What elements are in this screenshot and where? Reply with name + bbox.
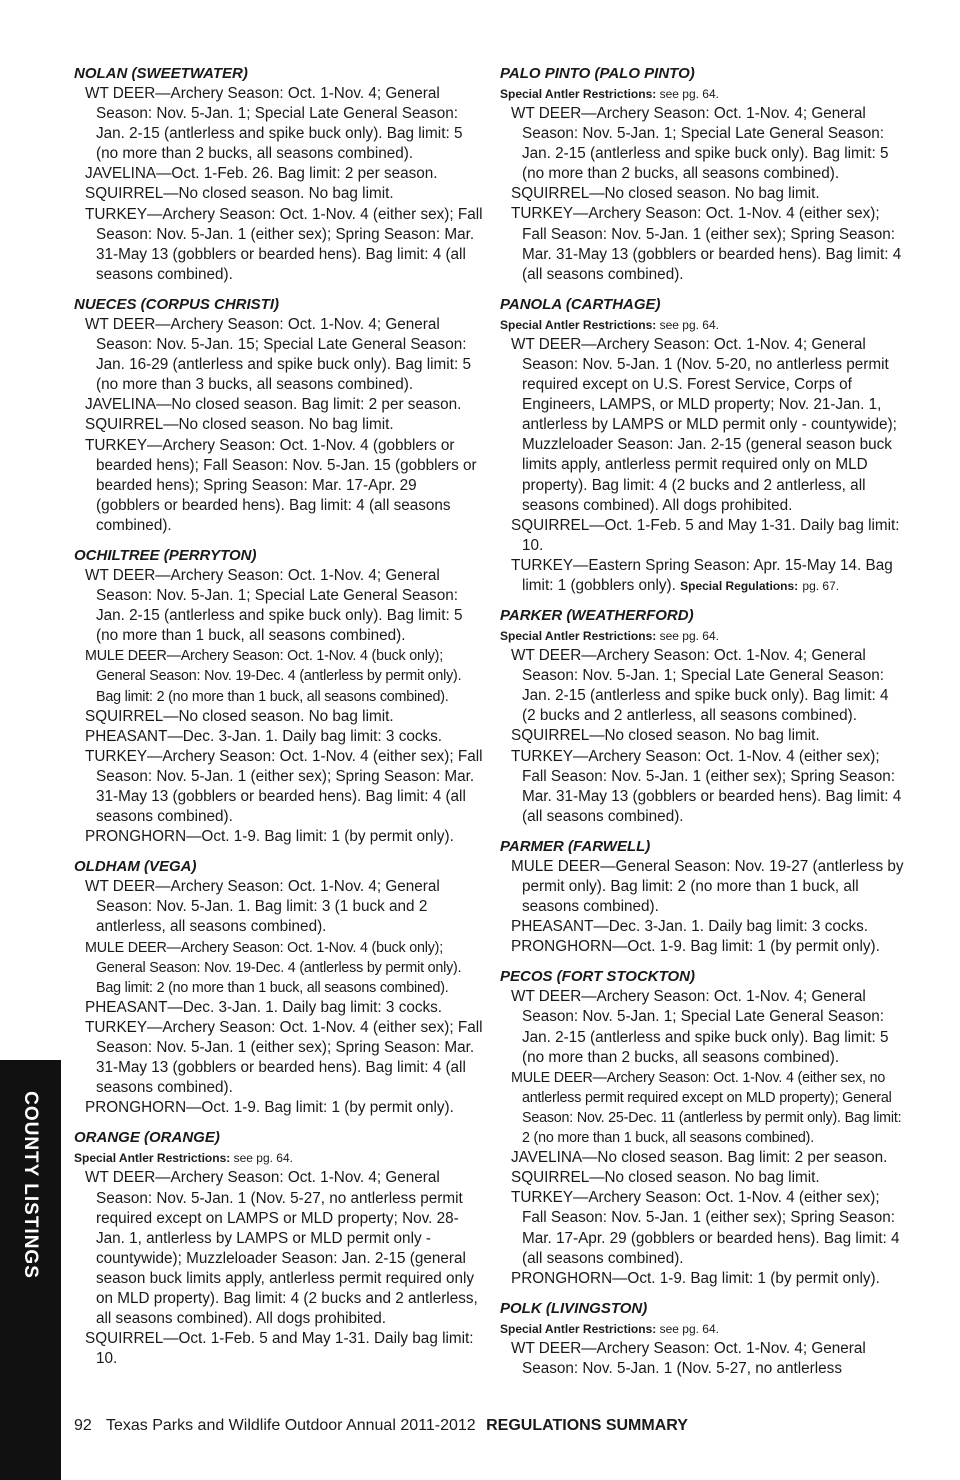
left-column bbox=[74, 64, 484, 1379]
special-antler-note bbox=[74, 1148, 484, 1168]
note-text: see pg. 64. bbox=[659, 629, 719, 644]
publication-title: Texas Parks and Wildlife Outdoor Annual 2011-2012 bbox=[105, 1417, 476, 1434]
county-title: POLK (LIVINGSTON) bbox=[500, 1299, 648, 1317]
note-text: see pg. 64. bbox=[659, 87, 719, 101]
county-title: PANOLA (CARTHAGE) bbox=[500, 295, 661, 313]
note-label: Special Antler Restrictions: bbox=[500, 629, 657, 644]
regulation-line: MULE DEER—Archery Season: Oct. 1-Nov. 4 (buck only); General Season: Nov. 19-Dec. 4 (antlerless by permit only). Bag limit: 2 (no more than 1 buck, all seasons combined). bbox=[85, 648, 462, 705]
regulation-line: MULE DEER—General Season: Nov. 19-27 (antlerless by permit only). Bag limit: 2 (no more than 1 buck, all seasons combined). bbox=[511, 857, 904, 916]
regulation-line: MULE DEER—Archery Season: Oct. 1-Nov. 4 (buck only); General Season: Nov. 19-Dec. 4 (antlerless by permit only). Bag limit: 2 (no more than 1 buck, all seasons combined). bbox=[85, 939, 462, 996]
regulation-line: WT DEER—Archery Season: Oct. 1-Nov. 4; General Season: Nov. 5-Jan. 1; Special Late General Season: Jan. 2-15 (antlerless and spike buck only). Bag limit: 5 (no more than 2 bucks, all seasons combined). bbox=[511, 105, 889, 183]
regulation-line: MULE DEER—Archery Season: Oct. 1-Nov. 4 (either sex, no antlerless permit required except on MLD property); General Season: Nov. 25-Dec. 11 (antlerless by permit only). Bag limit: 2 (no more than 1 buck, all seasons combined). bbox=[511, 1069, 902, 1147]
county-entry bbox=[74, 64, 484, 285]
special-antler-note bbox=[500, 1319, 905, 1339]
county-title: PECOS (FORT STOCKTON) bbox=[500, 968, 696, 986]
county-entry bbox=[500, 295, 905, 596]
regulation-line: PRONGHORN—Oct. 1-9. Bag limit: 1 (by permit only). bbox=[511, 1269, 880, 1287]
right-column bbox=[500, 64, 905, 1389]
regulation-line: TURKEY—Archery Season: Oct. 1-Nov. 4 (gobblers or bearded hens); Fall Season: Nov. 5-Jan. 15 (gobblers or bearded hens); Spring Season: Mar. 17-Apr. 29 (gobblers or bearded hens). Bag limit: 4 (all seasons combined). bbox=[85, 436, 477, 534]
special-antler-note bbox=[500, 315, 905, 335]
regulation-line: SQUIRREL—No closed season. No bag limit. bbox=[511, 1169, 820, 1187]
regulation-line: PHEASANT—Dec. 3-Jan. 1. Daily bag limit: 3 cocks. bbox=[85, 998, 443, 1016]
note-label: Special Antler Restrictions: bbox=[500, 1321, 657, 1336]
regulation-line: TURKEY—Archery Season: Oct. 1-Nov. 4 (either sex); Fall Season: Nov. 5-Jan. 1 (either sex); Spring Season: Mar. 31-May 13 (gobblers or bearded hens). Bag limit: 4 (all seasons combined). bbox=[511, 747, 902, 825]
regulation-line: TURKEY—Archery Season: Oct. 1-Nov. 4 (either sex); Fall Season: Nov. 5-Jan. 1 (either sex); Spring Season: Mar. 31-May 13 (gobblers or bearded hens). Bag limit: 4 (all seasons combined). bbox=[511, 205, 902, 283]
note-text: see pg. 64. bbox=[659, 317, 719, 332]
regulation-line: SQUIRREL—Oct. 1-Feb. 5 and May 1-31. Daily bag limit: 10. bbox=[511, 516, 900, 554]
regulation-line: JAVELINA—No closed season. Bag limit: 2 per season. bbox=[511, 1149, 888, 1167]
county-title: OLDHAM (VEGA) bbox=[74, 858, 197, 876]
county-title: OCHILTREE (PERRYTON) bbox=[74, 546, 257, 564]
county-entry bbox=[74, 546, 484, 847]
regulation-line: TURKEY—Archery Season: Oct. 1-Nov. 4 (either sex); Fall Season: Nov. 5-Jan. 1 (either sex); Spring Season: Mar. 31-May 13 (gobblers or bearded hens). Bag limit: 4 (all seasons combined). bbox=[85, 1018, 483, 1097]
regulation-line: WT DEER—Archery Season: Oct. 1-Nov. 4; General Season: Nov. 5-Jan. 1; Special Late General Season: Jan. 2-15 (antlerless and spike buck only). Bag limit: 5 (no more than 1 buck, all seasons combined). bbox=[85, 566, 463, 645]
note-label: Special Antler Restrictions: bbox=[74, 1151, 231, 1166]
regulation-line: SQUIRREL—No closed season. No bag limit. bbox=[85, 416, 394, 434]
county-entry bbox=[500, 64, 905, 285]
note-text: see pg. 64. bbox=[233, 1151, 293, 1166]
county-title: PARMER (FARWELL) bbox=[500, 837, 651, 855]
regulation-line: WT DEER—Archery Season: Oct. 1-Nov. 4; General Season: Nov. 5-Jan. 15; Special Late General Season: Jan. 16-29 (antlerless and spike buck only). Bag limit: 5 (no more than 3 bucks, all seasons combined). bbox=[85, 315, 471, 394]
county-entry bbox=[500, 967, 905, 1288]
regulation-line: SQUIRREL—No closed season. No bag limit. bbox=[511, 185, 820, 203]
regulation-line: PHEASANT—Dec. 3-Jan. 1. Daily bag limit: 3 cocks. bbox=[85, 727, 443, 745]
county-entry bbox=[500, 606, 905, 827]
regulation-line: WT DEER—Archery Season: Oct. 1-Nov. 4; General Season: Nov. 5-Jan. 1 (Nov. 5-27, no antlerless permit required except on LAMPS or MLD property; Nov. 28-Jan. 1, antlerless by LAMPS or MLD permit only - countywide); Muzzleloader Season: Jan. 2-15 (general season buck limits apply, antlerless permit required only on MLD property). Bag limit: 4 (2 bucks and 2 antlerless, all seasons combined). All dogs prohibited. bbox=[85, 1169, 478, 1328]
regulation-line: SQUIRREL—No closed season. No bag limit. bbox=[85, 707, 394, 725]
regulation-line: JAVELINA—Oct. 1-Feb. 26. Bag limit: 2 per season. bbox=[85, 165, 438, 183]
special-antler-note bbox=[500, 626, 905, 646]
special-antler-note bbox=[500, 84, 905, 104]
page-footer bbox=[74, 1415, 688, 1437]
regulation-line: PRONGHORN—Oct. 1-9. Bag limit: 1 (by permit only). bbox=[511, 938, 880, 956]
side-tab-label: COUNTY LISTINGS bbox=[20, 1091, 41, 1279]
county-entry bbox=[74, 1128, 484, 1369]
regulation-line: WT DEER—Archery Season: Oct. 1-Nov. 4; General Season: Nov. 5-Jan. 1 (Nov. 5-20, no antlerless permit required except on U.S. Forest Service, Corps of Engineers, LAMPS, or MLD property; Nov. 21-Jan. 1, antlerless by LAMPS or MLD permit only - countywide); Muzzleloader Season: Jan. 2-15 (general season buck limits apply, antlerless permit required only on MLD property). Bag limit: 4 (2 bucks and 2 antlerless, all seasons combined). All dogs prohibited. bbox=[511, 335, 897, 514]
regulation-line: WT DEER—Archery Season: Oct. 1-Nov. 4; General Season: Nov. 5-Jan. 1; Special Late General Season: Jan. 2-15 (antlerless and spike buck only). Bag limit: 4 (2 bucks and 2 antlerless, all seasons combined). bbox=[511, 647, 889, 725]
county-title: PARKER (WEATHERFORD) bbox=[500, 607, 694, 625]
regulation-line: WT DEER—Archery Season: Oct. 1-Nov. 4; General Season: Nov. 5-Jan. 1; Special Late General Season: Jan. 2-15 (antlerless and spike buck only). Bag limit: 5 (no more than 2 bucks, all seasons combined). bbox=[511, 988, 889, 1066]
special-regulations-text: pg. 67. bbox=[802, 578, 840, 593]
regulation-line: WT DEER—Archery Season: Oct. 1-Nov. 4; General Season: Nov. 5-Jan. 1; Special Late General Season: Jan. 2-15 (antlerless and spike buck only). Bag limit: 5 (no more than 2 bucks, all seasons combined). bbox=[85, 85, 463, 163]
county-title: PALO PINTO (PALO PINTO) bbox=[500, 65, 695, 82]
regulation-line: TURKEY—Archery Season: Oct. 1-Nov. 4 (either sex); Fall Season: Nov. 5-Jan. 1 (either sex); Spring Season: Mar. 31-May 13 (gobblers or bearded hens). Bag limit: 4 (all seasons combined). bbox=[85, 747, 483, 826]
regulation-line: WT DEER—Archery Season: Oct. 1-Nov. 4; General Season: Nov. 5-Jan. 1. Bag limit: 3 (1 buck and 2 antlerless, all seasons combined). bbox=[85, 878, 440, 936]
regulation-line: PRONGHORN—Oct. 1-9. Bag limit: 1 (by permit only). bbox=[85, 1099, 454, 1117]
regulation-line: PHEASANT—Dec. 3-Jan. 1. Daily bag limit: 3 cocks. bbox=[511, 918, 869, 936]
county-title: ORANGE (ORANGE) bbox=[74, 1129, 220, 1147]
county-entry bbox=[74, 295, 484, 536]
regulation-line: SQUIRREL—No closed season. No bag limit. bbox=[85, 185, 394, 203]
county-title: NUECES (CORPUS CHRISTI) bbox=[74, 295, 280, 313]
special-regulations-label: Special Regulations: bbox=[680, 578, 799, 593]
regulation-line: TURKEY—Archery Season: Oct. 1-Nov. 4 (either sex); Fall Season: Nov. 5-Jan. 1 (either sex); Spring Season: Mar. 17-Apr. 29 (gobblers or bearded hens). Bag limit: 4 (all seasons combined). bbox=[511, 1189, 900, 1267]
county-title: NOLAN (SWEETWATER) bbox=[74, 65, 248, 82]
county-entry bbox=[74, 857, 484, 1118]
regulation-line: PRONGHORN—Oct. 1-9. Bag limit: 1 (by permit only). bbox=[85, 828, 454, 846]
regulation-line: SQUIRREL—No closed season. No bag limit. bbox=[511, 727, 820, 745]
regulation-line: WT DEER—Archery Season: Oct. 1-Nov. 4; General Season: Nov. 5-Jan. 1 (Nov. 5-27, no antlerless bbox=[511, 1339, 866, 1377]
section-title: REGULATIONS SUMMARY bbox=[486, 1417, 688, 1434]
regulation-line: TURKEY—Archery Season: Oct. 1-Nov. 4 (either sex); Fall Season: Nov. 5-Jan. 1 (either sex); Spring Season: Mar. 31-May 13 (gobblers or bearded hens). Bag limit: 4 (all seasons combined). bbox=[85, 205, 483, 283]
regulation-line: JAVELINA—No closed season. Bag limit: 2 per season. bbox=[85, 396, 462, 414]
county-entry bbox=[500, 1299, 905, 1379]
county-entry bbox=[500, 837, 905, 957]
regulation-text: TURKEY—Eastern Spring Season: Apr. 15-May 14. Bag limit: 1 (gobblers only). bbox=[511, 556, 893, 594]
regulation-line: SQUIRREL—Oct. 1-Feb. 5 and May 1-31. Daily bag limit: 10. bbox=[85, 1330, 474, 1368]
note-label: Special Antler Restrictions: bbox=[500, 87, 657, 101]
note-label: Special Antler Restrictions: bbox=[500, 317, 657, 332]
regulation-line bbox=[500, 556, 905, 596]
note-text: see pg. 64. bbox=[659, 1321, 719, 1336]
page-number: 92 bbox=[74, 1417, 92, 1434]
